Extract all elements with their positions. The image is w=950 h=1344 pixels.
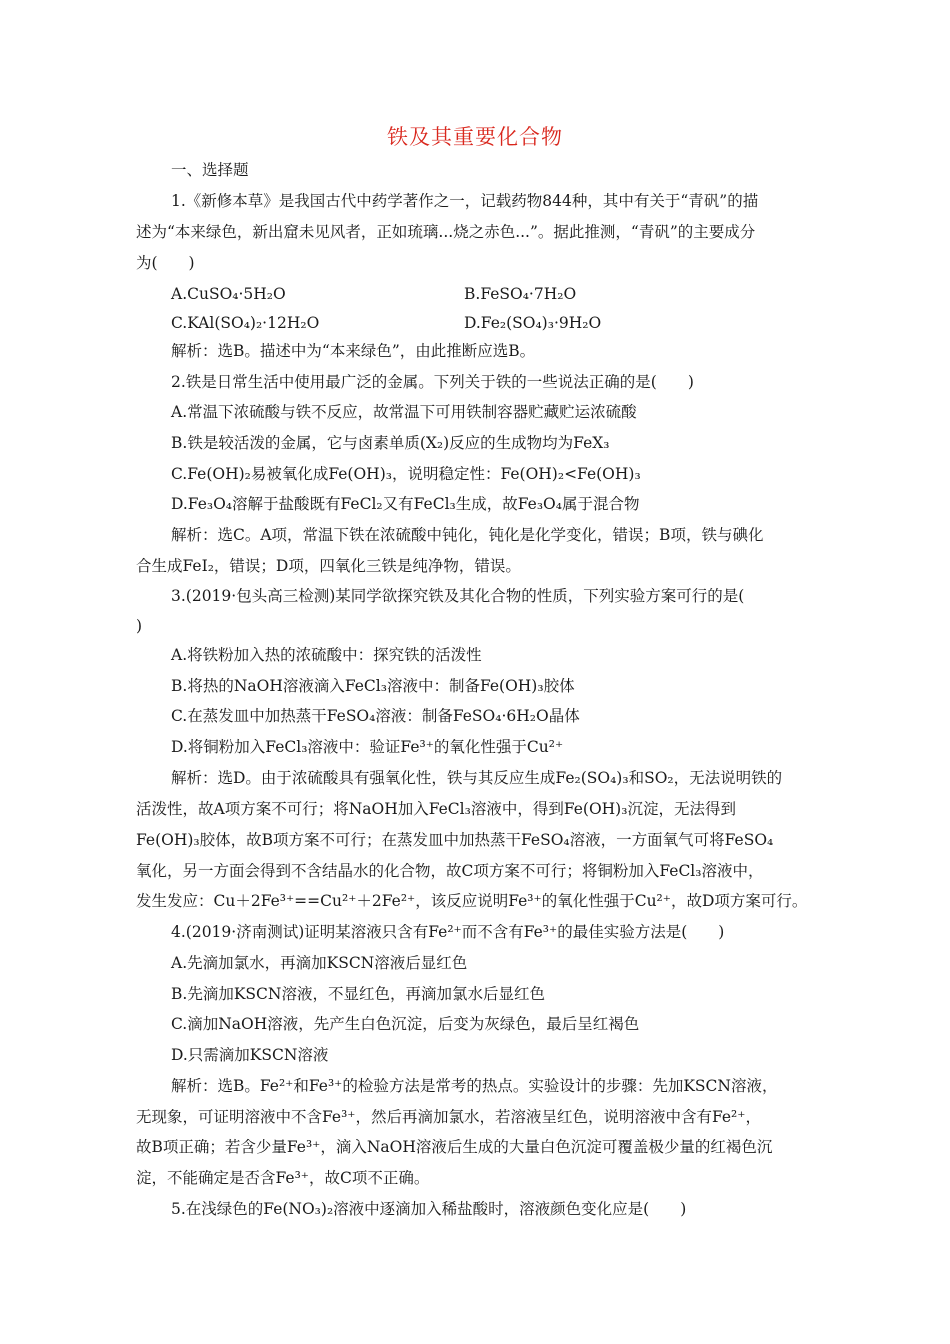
q3-stem-line1: 3.(2019·包头高三检测)某同学欲探究铁及其化合物的性质，下列实验方案可行的是( — [171, 587, 745, 605]
q4-option-d: D.只需滴加KSCN溶液 — [171, 1046, 329, 1064]
q4-analysis-line3: 故B项正确；若含少量Fe³⁺，滴入NaOH溶液后生成的大量白色沉淀可覆盖极少量的红褐色沉 — [136, 1138, 773, 1156]
q2-option-d: D.Fe₃O₄溶解于盐酸既有FeCl₂又有FeCl₃生成，故Fe₃O₄属于混合物 — [171, 495, 640, 513]
q3-analysis-line5: 发生发应：Cu＋2Fe³⁺==Cu²⁺＋2Fe²⁺，该反应说明Fe³⁺的氧化性强于Cu²⁺，故D项方案可行。 — [136, 892, 808, 910]
q2-analysis-line2: 合生成FeI₂，错误；D项，四氧化三铁是纯净物，错误。 — [136, 557, 521, 575]
q1-option-a: A.CuSO₄·5H₂O — [171, 285, 286, 303]
q1-stem-line2: 述为“本来绿色，新出窟未见风者，正如琉璃...烧之赤色...”。据此推测，“青矾”的主要成分 — [136, 223, 756, 241]
q3-analysis-line2: 活泼性，故A项方案不可行；将NaOH加入FeCl₃溶液中，得到Fe(OH)₃沉淀，无法得到 — [136, 800, 736, 818]
q2-analysis-line1: 解析：选C。A项，常温下铁在浓硫酸中钝化，钝化是化学变化，错误；B项，铁与碘化 — [171, 526, 764, 544]
q4-analysis-line2: 无现象，可证明溶液中不含Fe³⁺，然后再滴加氯水，若溶液呈红色，说明溶液中含有Fe²⁺， — [136, 1108, 761, 1126]
q1-option-d: D.Fe₂(SO₄)₃·9H₂O — [464, 314, 602, 332]
q3-option-d: D.将铜粉加入FeCl₃溶液中：验证Fe³⁺的氧化性强于Cu²⁺ — [171, 738, 564, 756]
q2-option-a: A.常温下浓硫酸与铁不反应，故常温下可用铁制容器贮藏贮运浓硫酸 — [171, 403, 637, 421]
q3-option-c: C.在蒸发皿中加热蒸干FeSO₄溶液：制备FeSO₄·6H₂O晶体 — [171, 707, 580, 725]
q2-option-c: C.Fe(OH)₂易被氧化成Fe(OH)₃，说明稳定性：Fe(OH)₂<Fe(OH)₃ — [171, 465, 641, 483]
page-title: 铁及其重要化合物 — [387, 125, 563, 149]
q3-stem-line2: ) — [136, 617, 143, 635]
q1-option-b: B.FeSO₄·7H₂O — [464, 285, 577, 303]
q5-stem: 5.在浅绿色的Fe(NO₃)₂溶液中逐滴加入稀盐酸时，溶液颜色变化应是( ) — [171, 1200, 687, 1218]
q3-option-a: A.将铁粉加入热的浓硫酸中：探究铁的活泼性 — [171, 646, 482, 664]
q4-option-a: A.先滴加氯水，再滴加KSCN溶液后显红色 — [171, 954, 468, 972]
q4-analysis-line1: 解析：选B。Fe²⁺和Fe³⁺的检验方法是常考的热点。实验设计的步骤：先加KSCN溶液， — [171, 1077, 778, 1095]
q3-analysis-line3: Fe(OH)₃胶体，故B项方案不可行；在蒸发皿中加热蒸干FeSO₄溶液，一方面氧气可将FeSO₄ — [136, 831, 774, 849]
q1-stem-line1: 1.《新修本草》是我国古代中药学著作之一，记载药物844种，其中有关于“青矾”的描 — [171, 192, 759, 210]
q3-analysis-line4: 氧化，另一方面会得到不含结晶水的化合物，故C项方案不可行；将铜粉加入FeCl₃溶液中， — [136, 862, 764, 880]
q3-option-b: B.将热的NaOH溶液滴入FeCl₃溶液中：制备Fe(OH)₃胶体 — [171, 677, 575, 695]
q1-stem-line3: 为( ) — [136, 254, 195, 272]
q3-analysis-line1: 解析：选D。由于浓硫酸具有强氧化性，铁与其反应生成Fe₂(SO₄)₃和SO₂，无法说明铁的 — [171, 769, 783, 787]
q2-option-b: B.铁是较活泼的金属，它与卤素单质(X₂)反应的生成物均为FeX₃ — [171, 434, 610, 452]
section-heading: 一、选择题 — [171, 161, 249, 179]
q4-analysis-line4: 淀，不能确定是否含Fe³⁺，故C项不正确。 — [136, 1169, 430, 1187]
q1-analysis: 解析：选B。描述中为“本来绿色”，由此推断应选B。 — [171, 342, 536, 360]
q4-stem: 4.(2019·济南测试)证明某溶液只含有Fe²⁺而不含有Fe³⁺的最佳实验方法是( ) — [171, 923, 725, 941]
q1-option-c: C.KAl(SO₄)₂·12H₂O — [171, 314, 320, 332]
q2-stem: 2.铁是日常生活中使用最广泛的金属。下列关于铁的一些说法正确的是( ) — [171, 373, 694, 391]
q4-option-c: C.滴加NaOH溶液，先产生白色沉淀，后变为灰绿色，最后呈红褐色 — [171, 1015, 640, 1033]
q4-option-b: B.先滴加KSCN溶液，不显红色，再滴加氯水后显红色 — [171, 985, 545, 1003]
